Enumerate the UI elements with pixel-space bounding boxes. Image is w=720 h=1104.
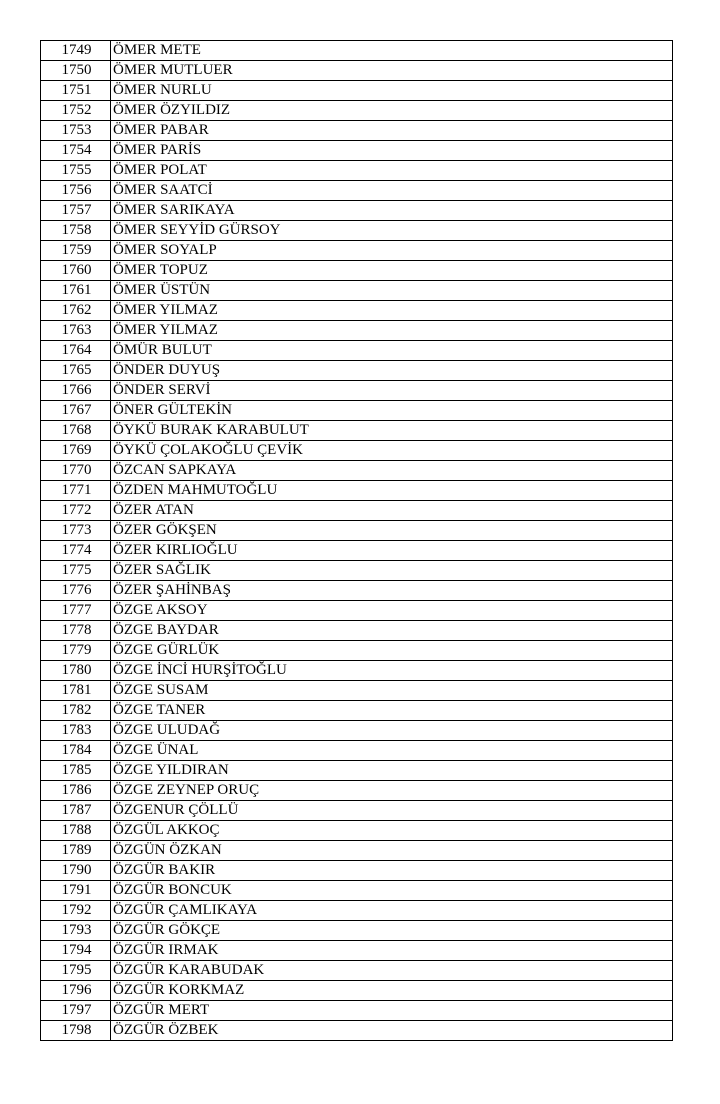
row-number: 1789 (41, 841, 111, 861)
row-name: ÖZGENUR ÇÖLLÜ (111, 801, 673, 821)
row-number: 1754 (41, 141, 111, 161)
table-row (41, 101, 673, 121)
table-row (41, 881, 673, 901)
table-row (41, 41, 673, 61)
table-row (41, 581, 673, 601)
table-row (41, 481, 673, 501)
row-name: ÖZER GÖKŞEN (111, 521, 673, 541)
table-row (41, 781, 673, 801)
row-number: 1751 (41, 81, 111, 101)
row-number: 1762 (41, 301, 111, 321)
row-number: 1786 (41, 781, 111, 801)
row-number: 1755 (41, 161, 111, 181)
table-row (41, 501, 673, 521)
row-name: ÖZGE ULUDAĞ (111, 721, 673, 741)
row-number: 1798 (41, 1021, 111, 1041)
table-row (41, 921, 673, 941)
table-row (41, 521, 673, 541)
row-number: 1749 (41, 41, 111, 61)
table-row (41, 161, 673, 181)
row-number: 1766 (41, 381, 111, 401)
row-number: 1775 (41, 561, 111, 581)
table-row (41, 861, 673, 881)
row-name: ÖMER SEYYİD GÜRSOY (111, 221, 673, 241)
row-number: 1780 (41, 661, 111, 681)
row-number: 1797 (41, 1001, 111, 1021)
row-name: ÖZGÜR KARABUDAK (111, 961, 673, 981)
row-name: ÖMÜR BULUT (111, 341, 673, 361)
row-name: ÖZGÜR BONCUK (111, 881, 673, 901)
table-row (41, 261, 673, 281)
row-number: 1788 (41, 821, 111, 841)
row-number: 1790 (41, 861, 111, 881)
table-row (41, 901, 673, 921)
row-name: ÖNER GÜLTEKİN (111, 401, 673, 421)
table-row (41, 181, 673, 201)
table-row (41, 941, 673, 961)
row-name: ÖMER TOPUZ (111, 261, 673, 281)
row-number: 1796 (41, 981, 111, 1001)
name-list-table (40, 40, 673, 1041)
name-list-body (41, 41, 673, 1041)
row-name: ÖNDER DUYUŞ (111, 361, 673, 381)
row-name: ÖZGÜR ÇAMLIKAYA (111, 901, 673, 921)
row-number: 1767 (41, 401, 111, 421)
row-name: ÖMER SARIKAYA (111, 201, 673, 221)
table-row (41, 341, 673, 361)
row-number: 1781 (41, 681, 111, 701)
row-number: 1752 (41, 101, 111, 121)
row-name: ÖZGE ÜNAL (111, 741, 673, 761)
row-name: ÖZER KIRLIOĞLU (111, 541, 673, 561)
row-name: ÖZER ATAN (111, 501, 673, 521)
row-name: ÖZGE İNCİ HURŞİTOĞLU (111, 661, 673, 681)
row-name: ÖMER ÖZYILDIZ (111, 101, 673, 121)
row-name: ÖZGÜN ÖZKAN (111, 841, 673, 861)
table-row (41, 601, 673, 621)
table-row (41, 301, 673, 321)
table-row (41, 661, 673, 681)
table-row (41, 81, 673, 101)
row-number: 1777 (41, 601, 111, 621)
table-row (41, 981, 673, 1001)
row-number: 1779 (41, 641, 111, 661)
table-row (41, 421, 673, 441)
table-row (41, 841, 673, 861)
row-number: 1759 (41, 241, 111, 261)
row-name: ÖZER ŞAHİNBAŞ (111, 581, 673, 601)
row-name: ÖZGE BAYDAR (111, 621, 673, 641)
row-name: ÖNDER SERVİ (111, 381, 673, 401)
table-row (41, 641, 673, 661)
row-name: ÖZGÜR IRMAK (111, 941, 673, 961)
row-name: ÖZGÜR GÖKÇE (111, 921, 673, 941)
row-name: ÖZGÜR KORKMAZ (111, 981, 673, 1001)
row-number: 1757 (41, 201, 111, 221)
row-number: 1787 (41, 801, 111, 821)
row-number: 1795 (41, 961, 111, 981)
row-number: 1770 (41, 461, 111, 481)
row-number: 1756 (41, 181, 111, 201)
table-row (41, 701, 673, 721)
row-name: ÖMER ÜSTÜN (111, 281, 673, 301)
row-name: ÖMER METE (111, 41, 673, 61)
row-name: ÖZCAN SAPKAYA (111, 461, 673, 481)
row-name: ÖMER PABAR (111, 121, 673, 141)
row-number: 1750 (41, 61, 111, 81)
row-number: 1760 (41, 261, 111, 281)
row-number: 1763 (41, 321, 111, 341)
table-row (41, 381, 673, 401)
row-number: 1764 (41, 341, 111, 361)
table-row (41, 321, 673, 341)
row-name: ÖMER NURLU (111, 81, 673, 101)
row-name: ÖMER YILMAZ (111, 301, 673, 321)
row-number: 1793 (41, 921, 111, 941)
row-number: 1778 (41, 621, 111, 641)
row-name: ÖZGE SUSAM (111, 681, 673, 701)
table-row (41, 1021, 673, 1041)
row-name: ÖZGE AKSOY (111, 601, 673, 621)
row-name: ÖYKÜ BURAK KARABULUT (111, 421, 673, 441)
row-number: 1776 (41, 581, 111, 601)
row-name: ÖMER MUTLUER (111, 61, 673, 81)
row-number: 1794 (41, 941, 111, 961)
row-name: ÖMER SOYALP (111, 241, 673, 261)
table-row (41, 721, 673, 741)
table-row (41, 281, 673, 301)
table-row (41, 61, 673, 81)
row-name: ÖZGÜL AKKOÇ (111, 821, 673, 841)
table-row (41, 681, 673, 701)
row-name: ÖZGE GÜRLÜK (111, 641, 673, 661)
row-name: ÖZGÜR BAKIR (111, 861, 673, 881)
row-number: 1769 (41, 441, 111, 461)
row-number: 1772 (41, 501, 111, 521)
row-number: 1765 (41, 361, 111, 381)
row-name: ÖZGÜR MERT (111, 1001, 673, 1021)
table-row (41, 141, 673, 161)
row-number: 1784 (41, 741, 111, 761)
table-row (41, 961, 673, 981)
table-row (41, 561, 673, 581)
row-name: ÖMER YILMAZ (111, 321, 673, 341)
table-row (41, 621, 673, 641)
table-row (41, 801, 673, 821)
row-number: 1768 (41, 421, 111, 441)
row-number: 1792 (41, 901, 111, 921)
row-number: 1773 (41, 521, 111, 541)
row-number: 1753 (41, 121, 111, 141)
table-row (41, 121, 673, 141)
table-row (41, 401, 673, 421)
row-name: ÖZGE YILDIRAN (111, 761, 673, 781)
table-row (41, 221, 673, 241)
row-name: ÖZGE ZEYNEP ORUÇ (111, 781, 673, 801)
row-number: 1774 (41, 541, 111, 561)
row-number: 1771 (41, 481, 111, 501)
row-name: ÖZDEN MAHMUTOĞLU (111, 481, 673, 501)
row-name: ÖZGÜR ÖZBEK (111, 1021, 673, 1041)
table-row (41, 441, 673, 461)
row-number: 1783 (41, 721, 111, 741)
row-name: ÖZER SAĞLIK (111, 561, 673, 581)
table-row (41, 461, 673, 481)
table-row (41, 361, 673, 381)
row-number: 1758 (41, 221, 111, 241)
table-row (41, 741, 673, 761)
table-row (41, 761, 673, 781)
table-row (41, 241, 673, 261)
row-name: ÖYKÜ ÇOLAKOĞLU ÇEVİK (111, 441, 673, 461)
table-row (41, 201, 673, 221)
table-row (41, 821, 673, 841)
row-name: ÖMER PARİS (111, 141, 673, 161)
row-number: 1761 (41, 281, 111, 301)
row-name: ÖMER SAATCİ (111, 181, 673, 201)
table-row (41, 541, 673, 561)
row-number: 1791 (41, 881, 111, 901)
table-row (41, 1001, 673, 1021)
row-number: 1782 (41, 701, 111, 721)
row-name: ÖMER POLAT (111, 161, 673, 181)
row-name: ÖZGE TANER (111, 701, 673, 721)
row-number: 1785 (41, 761, 111, 781)
